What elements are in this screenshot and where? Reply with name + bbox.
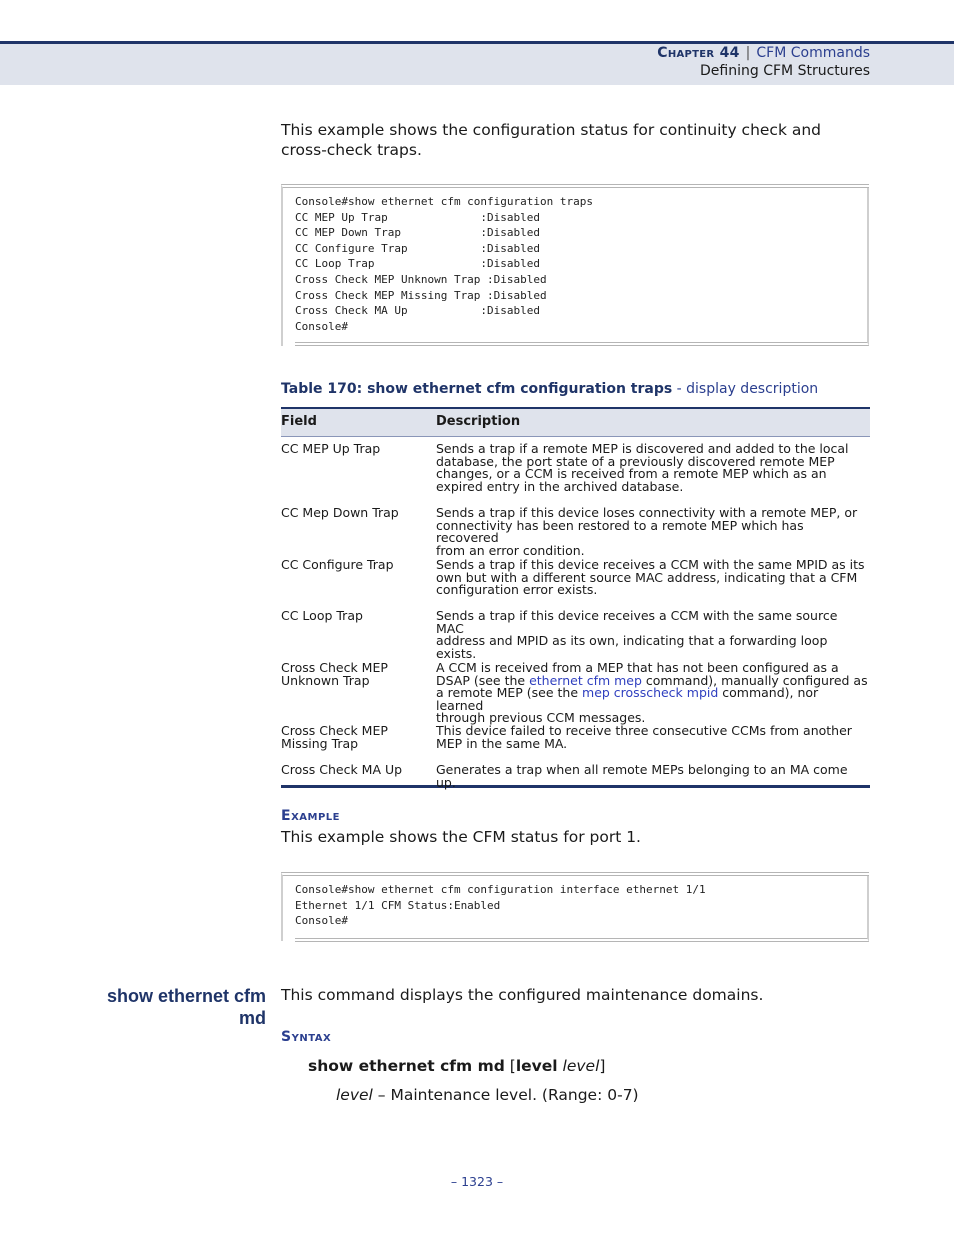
description-line: through previous CCM messages. [436,710,646,726]
column-header-field: Field [281,414,317,429]
field-cell [281,662,431,687]
description-line: Sends a trap if this device receives a CCM with the same MPID as its [436,557,865,572]
field-cell: CC Configure Trap [281,557,394,572]
example-heading: Example [281,808,340,824]
table-row [281,719,870,758]
syntax-keyword: level [515,1057,558,1075]
description-cell [436,662,868,725]
description-table [281,407,870,788]
description-line [436,687,868,712]
column-header-description: Description [436,414,521,429]
table-caption [281,381,818,397]
running-header-chapter [657,45,870,61]
field-cell: CC Mep Down Trap [281,505,399,520]
field-cell: Cross Check MA Up [281,762,403,777]
description-line: from an error condition. [436,542,585,558]
intro-line-2: cross-check traps. [281,140,422,159]
link-mep-crosscheck-mpid[interactable]: mep crosscheck mpid [582,685,719,701]
parameter-description [336,1086,639,1104]
running-header-section: Defining CFM Structures [700,63,870,79]
parameter-name: level [336,1086,373,1104]
description-text: a remote MEP (see the [436,685,583,701]
field-line: Cross Check MEP [281,660,388,675]
field-line: Unknown Trap [281,672,370,688]
table-caption-title: Table 170: show ethernet cfm configuration traps [281,381,673,397]
example-paragraph: This example shows the CFM status for port 1. [281,828,641,846]
table-caption-subtitle: - display description [672,381,819,397]
link-ethernet-cfm-mep[interactable]: ethernet cfm mep [529,672,642,688]
description-cell [436,559,868,597]
syntax-line [308,1057,605,1075]
description-line: Sends a trap if this device receives a CCM with the same source MAC [436,608,838,636]
table-row [281,758,870,790]
description-line: Sends a trap if this device loses connectivity with a remote MEP, or [436,505,858,520]
syntax-argument: level [562,1057,600,1075]
table-row [281,604,870,661]
description-line: MEP in the same MA. [436,735,568,751]
description-line: exists. [436,645,477,661]
description-cell [436,764,868,789]
description-line: Sends a trap if a remote MEP is discovered and added to the local [436,441,849,456]
description-line: connectivity has been restored to a remote MEP which has recovered [436,517,804,546]
field-line: Missing Trap [281,735,359,751]
table-row [281,501,870,558]
command-description: This command displays the configured maintenance domains. [281,986,764,1004]
field-line: Cross Check MEP [281,723,388,738]
table-row [281,553,870,604]
description-line: This device failed to receive three consecutive CCMs from another [436,723,852,738]
description-line: address and MPID as its own, indicating that a forwarding loop [436,633,828,649]
syntax-heading: Syntax [281,1029,332,1045]
syntax-bracket: [ [504,1057,516,1075]
command-title-line: show ethernet cfm [106,986,266,1006]
field-cell: CC MEP Up Trap [281,441,381,456]
description-cell [436,443,868,493]
parameter-text: – Maintenance level. (Range: 0-7) [372,1086,639,1104]
description-cell [436,725,868,750]
code-block-interface [281,872,869,941]
description-text: DSAP (see the [436,672,530,688]
field-cell [281,725,431,750]
description-line: changes, or a CCM is received from a remote MEP which as an [436,466,827,482]
header-separator: | [745,45,751,61]
syntax-bracket: ] [599,1057,606,1075]
description-line: configuration error exists. [436,582,598,598]
description-text: command), nor learned [436,685,819,713]
table-row [281,437,870,501]
description-text: command), manually configured as [641,672,868,688]
description-line: Generates a trap when all remote MEPs belonging to an MA come up. [436,762,848,790]
chapter-label: Chapter 44 [657,45,740,61]
syntax-command: show ethernet cfm md [308,1057,505,1075]
code-text-traps: Console#show ethernet cfm configuration traps CC MEP Up Trap :Disabled CC MEP Down Trap :Disabled CC Configure Trap :Disabled CC Loop Trap :Disabled Cross Check MEP Unknown Trap :Disabled Cross Check MEP Missing Trap :Disabled Cross Check MA Up :Disabled Console# [295,195,594,333]
code-text-interface: Console#show ethernet cfm configuration interface ethernet 1/1 Ethernet 1/1 CFM Status:Enabled Console# [295,883,706,928]
chapter-title: CFM Commands [756,45,870,61]
intro-paragraph [281,121,861,160]
description-cell [436,610,868,660]
table-row [281,656,870,726]
page-number: – 1323 – [450,1174,504,1189]
field-cell: CC Loop Trap [281,608,363,623]
intro-line-1: This example shows the configuration status for continuity check and [281,121,822,139]
code-block-traps [281,184,869,346]
description-line: A CCM is received from a MEP that has not been configured as a [436,660,839,675]
table-header-row [281,409,870,437]
description-cell [436,507,868,557]
command-title [107,985,266,1029]
description-line: own but with a different source MAC address, indicating that a CFM [436,569,858,585]
command-title-line: md [239,1008,266,1028]
description-line: expired entry in the archived database. [436,478,684,494]
description-line: database, the port state of a previously discovered remote MEP [436,453,835,469]
